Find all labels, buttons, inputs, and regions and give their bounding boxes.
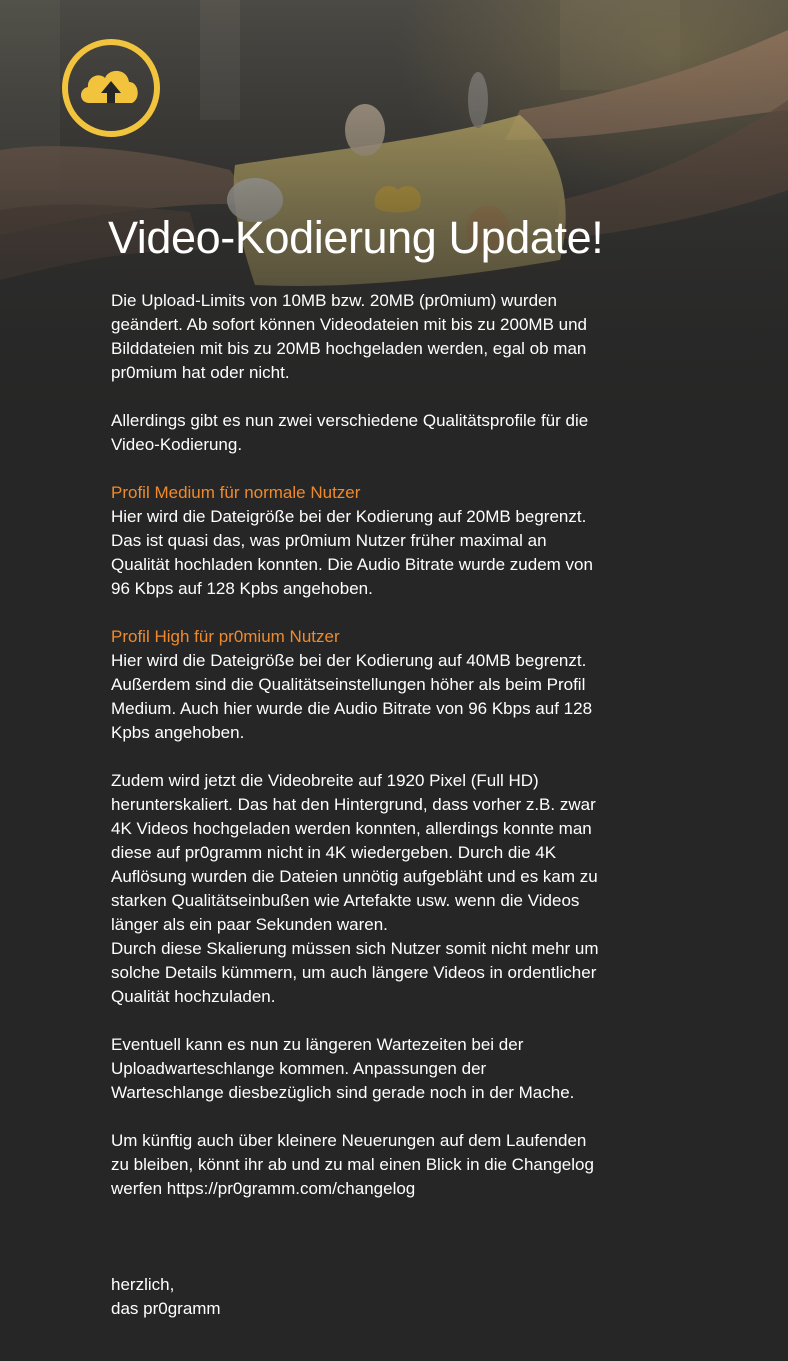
text-line: diese auf pr0gramm nicht in 4K wiedergeben. Durch die 4K xyxy=(111,843,557,862)
text-line: herunterskaliert. Das hat den Hintergrund, dass vorher z.B. zwar xyxy=(111,795,596,814)
text-line: Eventuell kann es nun zu längeren Wartezeiten bei der xyxy=(111,1035,524,1054)
text-line: 96 Kbps auf 128 Kpbs angehoben. xyxy=(111,579,373,598)
text-line: Um künftig auch über kleinere Neuerungen auf dem Laufenden xyxy=(111,1131,587,1150)
text-line: Warteschlange diesbezüglich sind gerade noch in der Mache. xyxy=(111,1083,575,1102)
text-line: Kpbs angehoben. xyxy=(111,723,245,742)
text-line: länger als ein paar Sekunden waren. xyxy=(111,915,388,934)
profiles-intro-paragraph xyxy=(111,409,671,457)
text-line: Zudem wird jetzt die Videobreite auf 1920 Pixel (Full HD) xyxy=(111,771,539,790)
page-title: Video-Kodierung Update! xyxy=(108,212,604,263)
text-line: geändert. Ab sofort können Videodateien mit bis zu 200MB und xyxy=(111,315,588,334)
text-line: Auflösung wurden die Dateien unnötig aufgebläht und es kam zu xyxy=(111,867,598,886)
profile-medium-heading: Profil Medium für normale Nutzer xyxy=(111,483,361,502)
text-line: Durch diese Skalierung müssen sich Nutzer somit nicht mehr um xyxy=(111,939,599,958)
text-line: Hier wird die Dateigröße bei der Kodierung auf 20MB begrenzt. xyxy=(111,507,587,526)
text-line: pr0mium hat oder nicht. xyxy=(111,363,290,382)
text-line: Außerdem sind die Qualitätseinstellungen höher als beim Profil xyxy=(111,675,586,694)
text-line: zu bleiben, könnt ihr ab und zu mal einen Blick in die Changelog xyxy=(111,1155,594,1174)
text-line: Uploadwarteschlange kommen. Anpassungen der xyxy=(111,1059,487,1078)
intro-paragraph xyxy=(111,289,671,385)
text-line: Bilddateien mit bis zu 20MB hochgeladen werden, egal ob man xyxy=(111,339,587,358)
text-line: Das ist quasi das, was pr0mium Nutzer früher maximal an xyxy=(111,531,547,550)
cloud-upload-icon xyxy=(60,37,162,139)
text-line: starken Qualitätseinbußen wie Artefakte usw. wenn die Videos xyxy=(111,891,580,910)
text-line: Qualität hochladen konnten. Die Audio Bitrate wurde zudem von xyxy=(111,555,593,574)
queue-paragraph xyxy=(111,1033,671,1105)
resolution-paragraph xyxy=(111,769,671,1009)
text-line: solche Details kümmern, um auch längere Videos in ordentlicher xyxy=(111,963,597,982)
signature-greeting: herzlich, xyxy=(111,1275,175,1294)
text-line: Allerdings gibt es nun zwei verschiedene Qualitätsprofile für die xyxy=(111,411,589,430)
profile-medium-section xyxy=(111,481,671,601)
profile-high-heading: Profil High für pr0mium Nutzer xyxy=(111,627,340,646)
profile-high-section xyxy=(111,625,671,745)
signature xyxy=(111,1273,671,1321)
article-body xyxy=(111,289,671,1321)
changelog-paragraph xyxy=(111,1129,671,1201)
text-line: Medium. Auch hier wurde die Audio Bitrate von 96 Kbps auf 128 xyxy=(111,699,593,718)
text-line: Die Upload-Limits von 10MB bzw. 20MB (pr0mium) wurden xyxy=(111,291,557,310)
text-line: Hier wird die Dateigröße bei der Kodierung auf 40MB begrenzt. xyxy=(111,651,587,670)
text-line: Qualität hochzuladen. xyxy=(111,987,276,1006)
text-line: werfen https://pr0gramm.com/changelog xyxy=(111,1179,416,1198)
text-line: Video-Kodierung. xyxy=(111,435,243,454)
text-line: 4K Videos hochgeladen werden konnten, allerdings konnte man xyxy=(111,819,592,838)
signature-sender: das pr0gramm xyxy=(111,1299,221,1318)
